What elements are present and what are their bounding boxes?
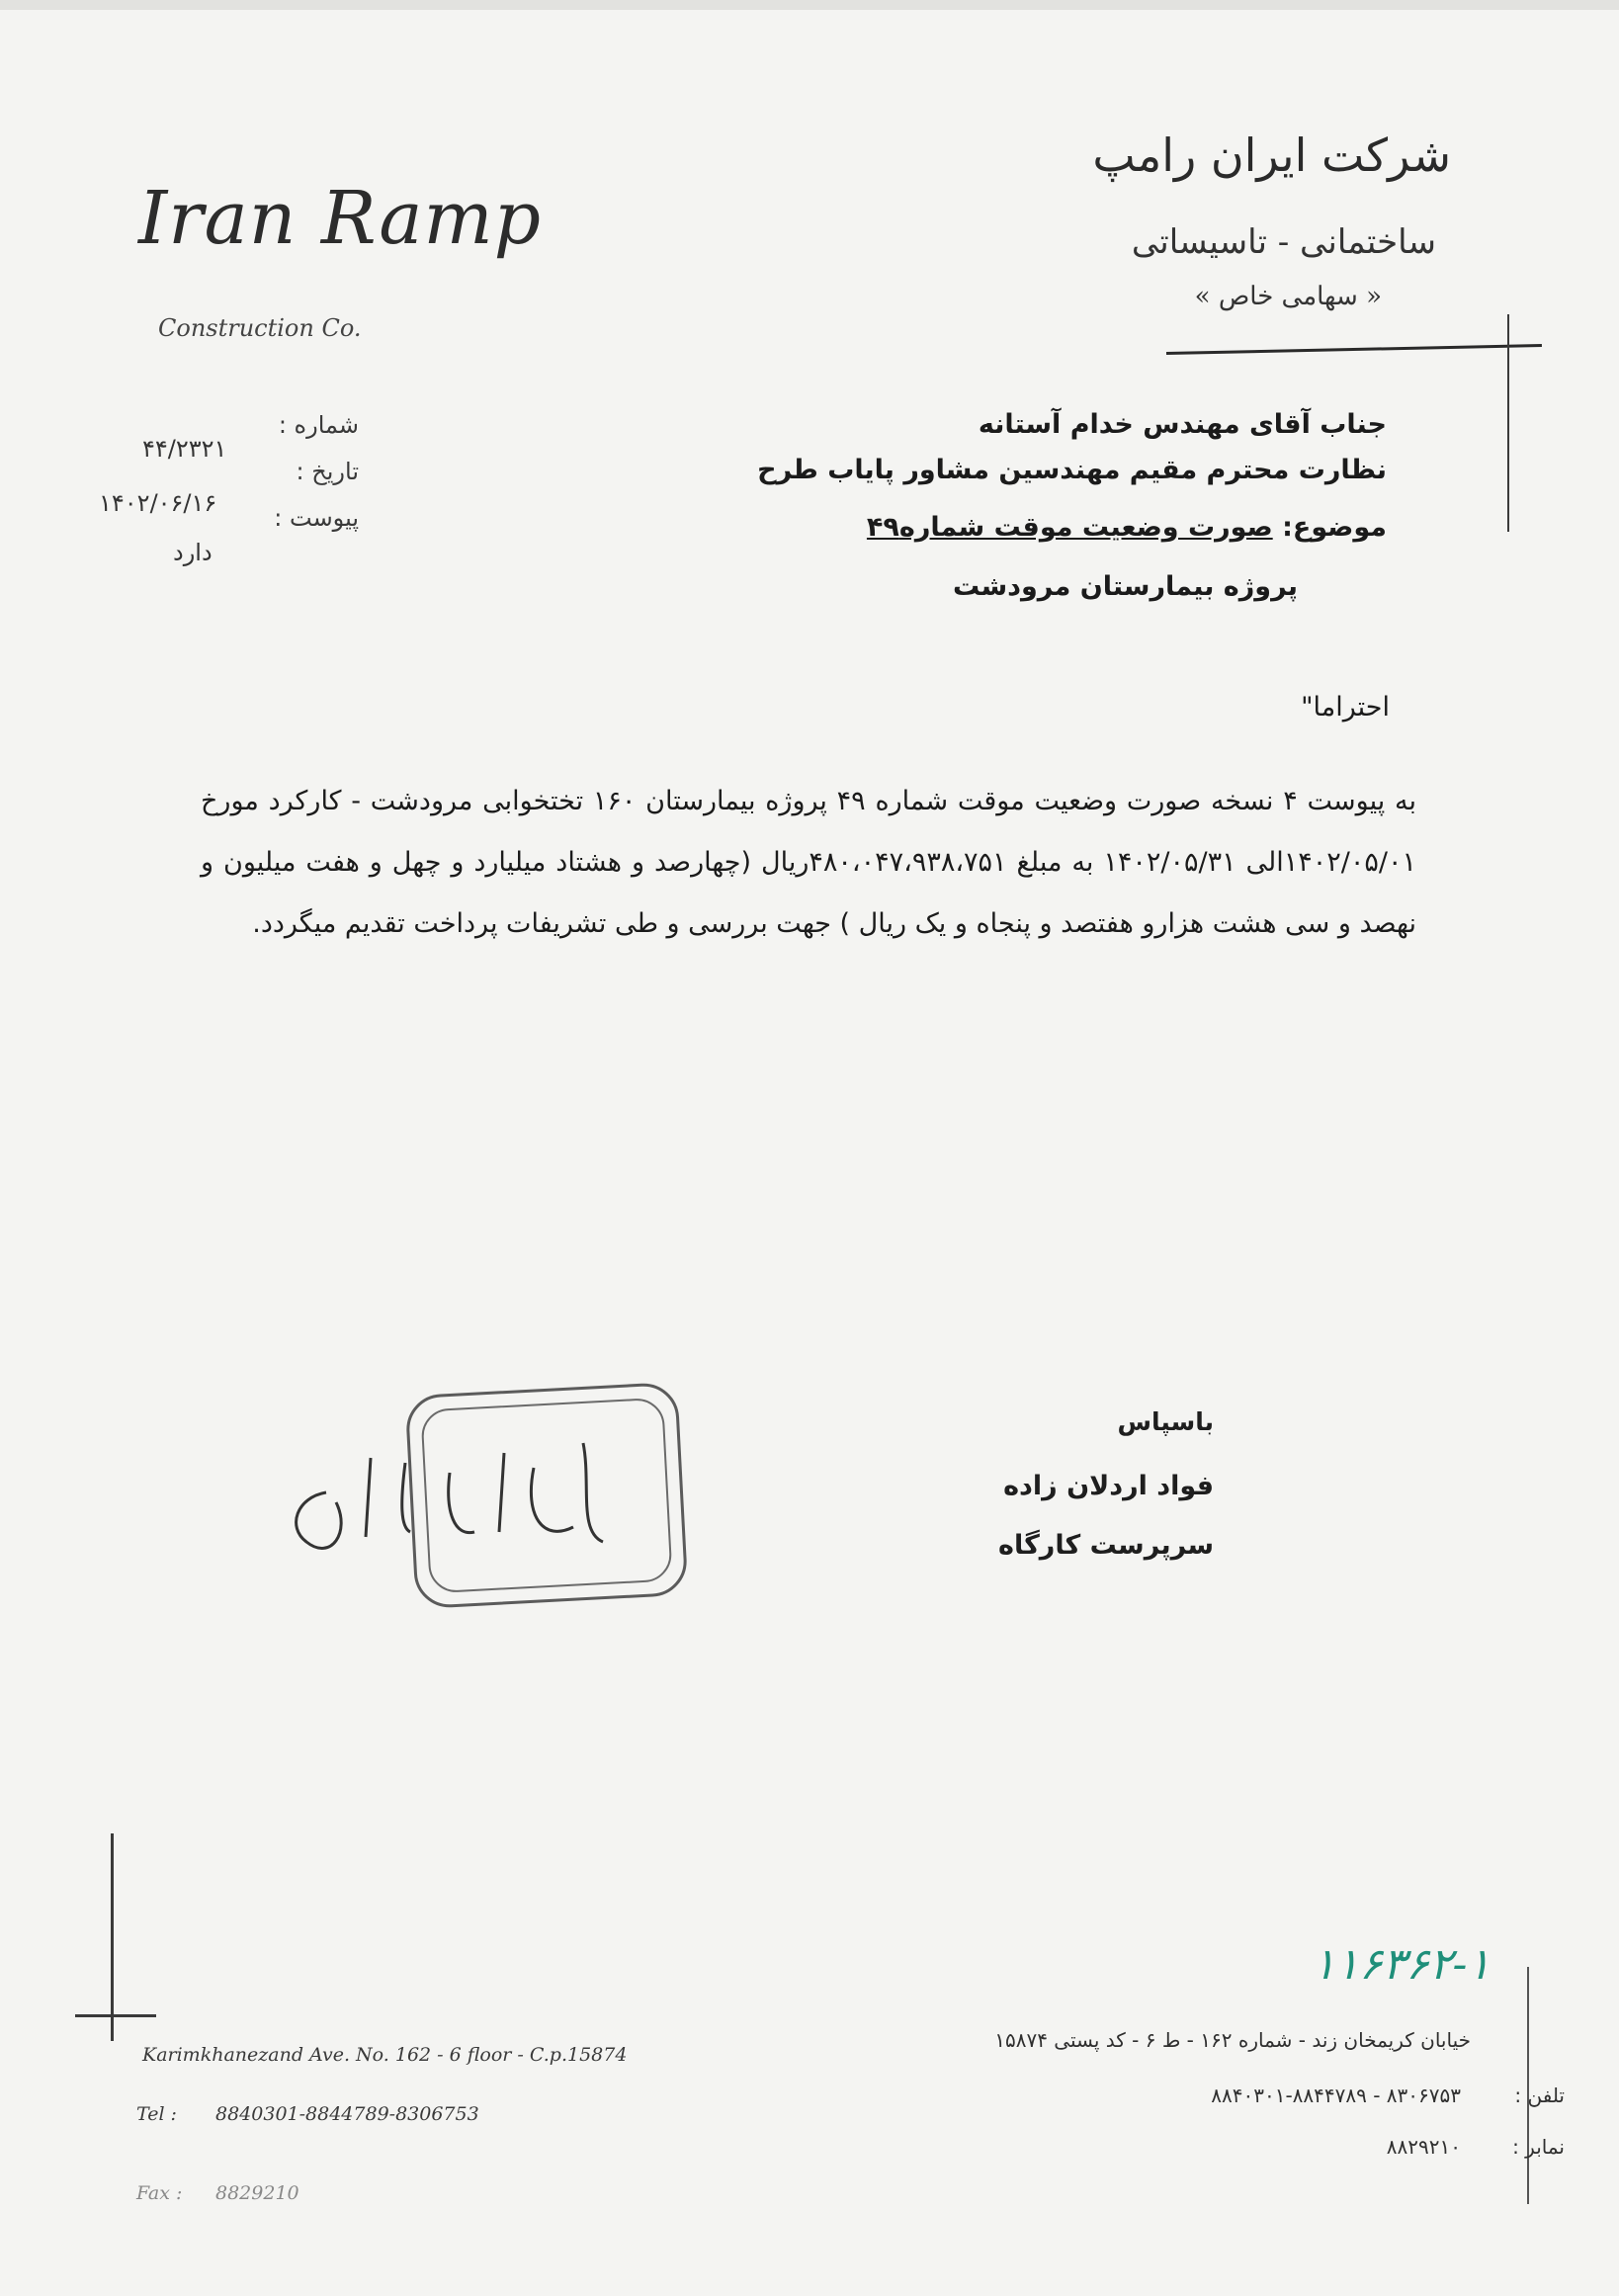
- addressee-name: جناب آقای مهندس خدام آستانه: [978, 409, 1387, 440]
- footer-address-fa: خیابان کریمخان زند - شماره ۱۶۲ - ط ۶ - کد پستی ۱۵۸۷۴: [994, 2028, 1471, 2052]
- scan-edge: [0, 0, 1619, 10]
- footer-tel: 8840301-8844789-8306753: [215, 2103, 479, 2125]
- letter-attachment-value: دارد: [173, 539, 213, 566]
- signatory-title: سرپرست کارگاه: [998, 1530, 1214, 1561]
- company-type: ساختمانی - تاسیساتی: [1131, 222, 1436, 262]
- company-logo-en: Iran Ramp: [138, 176, 542, 261]
- footer-phone-label: تلفن :: [1514, 2083, 1565, 2107]
- company-logo-subtitle: Construction Co.: [158, 314, 362, 342]
- footer-fax-en-label: Fax :: [136, 2182, 183, 2204]
- footer-fax: ۸۸۲۹۲۱۰: [1386, 2135, 1461, 2159]
- letter-body: [201, 771, 1416, 955]
- addressee-organization: نظارت محترم مقیم مهندسین مشاور پایاب طرح: [757, 455, 1387, 485]
- letter-number-label: شماره :: [278, 411, 359, 439]
- footer-rule-vertical: [111, 1833, 114, 2041]
- stamp-inner-border: [420, 1398, 672, 1594]
- body-paragraph: به پیوست ۴ نسخه صورت وضعیت موقت شماره ۴۹ پروژه بیمارستان ۱۶۰ تختخوابی مرودشت - کارکرد مورخ ۱۴۰۲/۰۵/۰۱الی ۱۴۰۲/۰۵/۳۱ به مبلغ ۴۸۰،۰۴۷،۹۳۸،۷۵۱ریال (چهارصد و هشتاد میلیارد و چهل و هفت میلیون و نهصد و سی هشت هزارو هفتصد و پنجاه و یک ریال ) جهت بررسی و طی تشریفات پرداخت تقدیم میگردد.: [201, 786, 1416, 939]
- company-name-fa: شرکت ایران رامپ: [1092, 128, 1451, 182]
- footer-tel-label: Tel :: [136, 2103, 177, 2125]
- subject-line: [867, 512, 1387, 543]
- project-name: پروژه بیمارستان مرودشت: [953, 571, 1298, 602]
- letter-date-label: تاریخ :: [296, 458, 359, 485]
- header-rule: [1166, 344, 1542, 355]
- letter-number-value: ۴۴/۲۳۲۱: [142, 435, 227, 463]
- handwritten-reference-number: ۱۱۶۳۶۲-۱: [1312, 1939, 1491, 1990]
- salutation: احتراما": [1301, 692, 1390, 723]
- footer-address-en: Karimkhanezand Ave. No. 162 - 6 floor - C.p.15874: [142, 2044, 628, 2066]
- header-rule-vertical: [1507, 314, 1509, 532]
- footer-rule-horizontal: [75, 2014, 156, 2017]
- letter-attachment-label: پیوست :: [274, 504, 359, 532]
- letter-date-value: ۱۴۰۲/۰۶/۱۶: [99, 489, 217, 517]
- footer-fax-label: نمابر :: [1512, 2135, 1565, 2159]
- subject-label: موضوع:: [1282, 512, 1387, 543]
- footer-phone: ۸۸۴۰۳۰۱-۸۸۴۴۷۸۹ - ۸۳۰۶۷۵۳: [1211, 2083, 1461, 2107]
- closing-thanks: باسپاس: [1117, 1407, 1214, 1436]
- signatory-name: فواد اردلان زاده: [1003, 1471, 1214, 1501]
- company-stamp: [405, 1382, 689, 1609]
- company-legal-form: « سهامی خاص »: [1194, 282, 1382, 311]
- footer-fax-en: 8829210: [215, 2182, 299, 2204]
- subject-value: صورت وضعیت موقت شماره۴۹: [866, 512, 1273, 543]
